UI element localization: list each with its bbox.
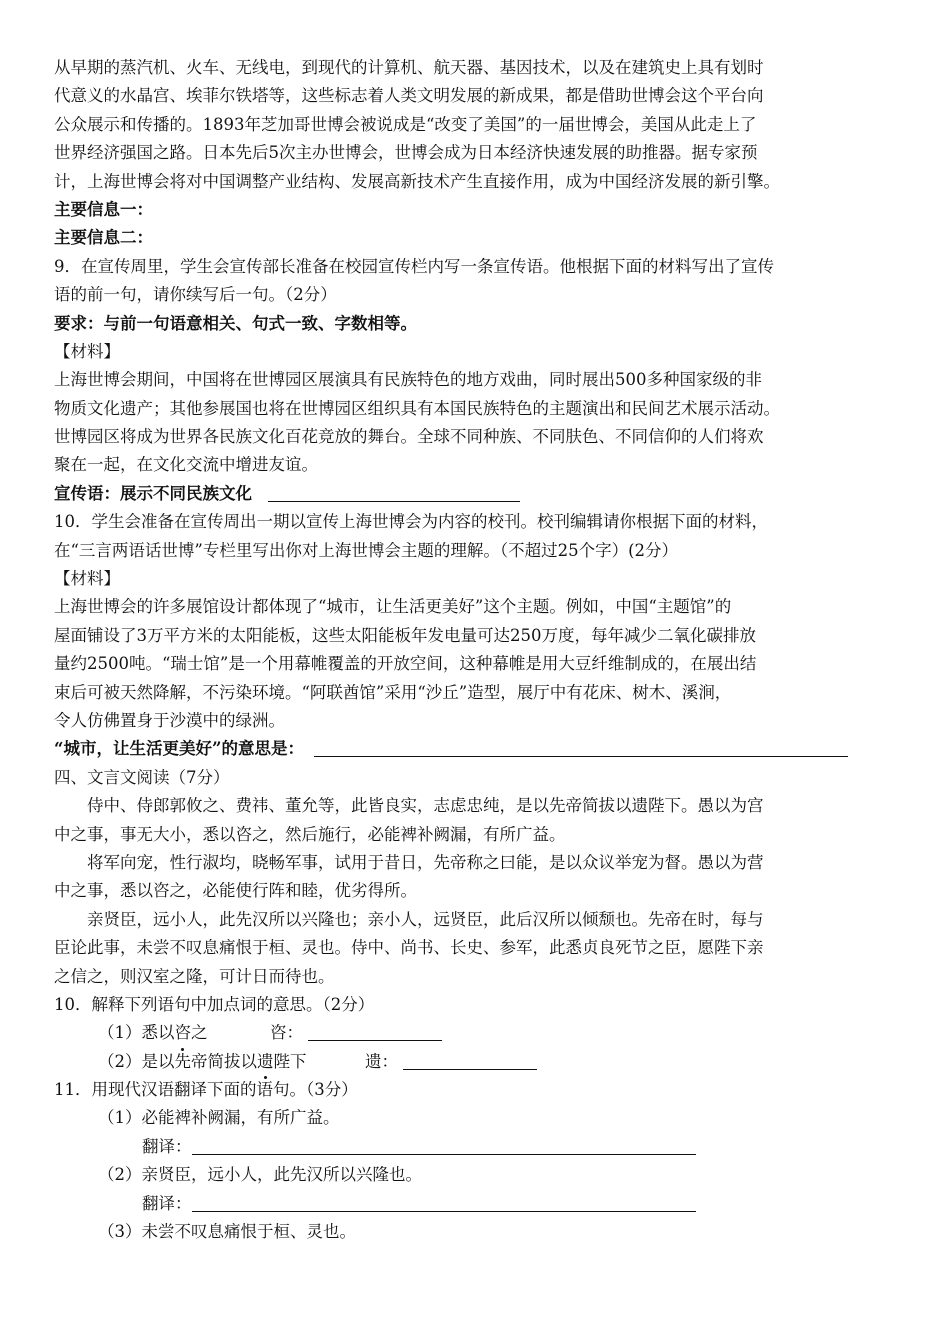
word-label: 咨： [270, 1023, 303, 1043]
theme-answer-blank[interactable] [314, 738, 848, 757]
classical-text-line: 亲贤臣，远小人，此先汉所以兴隆也；亲小人，远贤臣，此后汉所以倾颓也。先帝在时，每与 [87, 909, 764, 929]
material-line: 世博园区将成为世界各民族文化百花竞放的舞台。全球不同种族、不同肤色、不同信仰的人们将欢 [54, 427, 764, 447]
material-line: 聚在一起，在文化交流中增进友谊。 [54, 455, 318, 475]
translate-row-2 [54, 1190, 896, 1218]
item-text: （2）是以先帝简拔以 [98, 1051, 257, 1071]
translate-label: 翻译： [142, 1193, 192, 1213]
question-9 [54, 253, 896, 509]
translate-label: 翻译： [142, 1136, 192, 1156]
question-text: 10．解释下列语句中加点词的意思。（2分） [54, 994, 375, 1014]
classical-text-line: 之信之，则汉室之隆，可计日而待也。 [54, 966, 335, 986]
passage-line: 从早期的蒸汽机、火车、无线电，到现代的计算机、航天器、基因技术，以及在建筑史上具有划时 [54, 58, 764, 77]
dotted-word: 咨 [175, 1019, 192, 1047]
material-line: 上海世博会的许多展馆设计都体现了“城市，让生活更美好”这个主题。例如，中国“主题馆”的 [54, 597, 732, 617]
question-text: 语的前一句，请你续写后一句。（2分） [54, 285, 337, 305]
slogan-answer-blank[interactable] [268, 483, 520, 502]
word-label: 遗： [365, 1051, 398, 1071]
explain-item-2 [54, 1048, 896, 1076]
classical-text-line: 中之事，悉以咨之，必能使行阵和睦，优劣得所。 [54, 881, 417, 901]
passage-line: 公众展示和传播的。1893年芝加哥世博会被说成是“改变了美国”的一届世博会，美国从此走上了 [54, 114, 757, 134]
dotted-word: 遗 [257, 1048, 274, 1076]
info-two-label: 主要信息二： [54, 228, 153, 248]
slogan-row [54, 480, 896, 508]
explain-answer-blank-2[interactable] [403, 1051, 537, 1070]
material-line: 量约2500吨。“瑞士馆”是一个用幕帷覆盖的开放空间，这种幕帷是用大豆纤维制成的，在展出结 [54, 654, 757, 674]
material-label: 【材料】 [54, 569, 120, 589]
passage-line: 计，上海世博会将对中国调整产业结构、发展高新技术产生直接作用，成为中国经济发展的新引擎。 [54, 171, 780, 191]
question-text: 在“三言两语话世博”专栏里写出你对上海世博会主题的理解。（不超过25个字）(2分） [54, 540, 679, 560]
translate-answer-blank-2[interactable] [192, 1193, 696, 1212]
question-10-theme [54, 508, 896, 764]
section-title: 四、文言文阅读（7分） [54, 767, 230, 787]
item-text: （1）悉以 [98, 1023, 175, 1043]
material-label: 【材料】 [54, 341, 120, 361]
question-11 [54, 1076, 896, 1246]
translate-item-2: （2）亲贤臣，远小人，此先汉所以兴隆也。 [98, 1165, 422, 1185]
slogan-label: 宣传语：展示不同民族文化 [54, 483, 252, 503]
translate-answer-blank-1[interactable] [192, 1136, 696, 1155]
passage-line: 代意义的水晶宫、埃菲尔铁塔等，这些标志着人类文明发展的新成果，都是借助世博会这个平台向 [54, 86, 764, 106]
material-line: 物质文化遗产；其他参展国也将在世博园区组织具有本国民族特色的主题演出和民间艺术展示活动。 [54, 398, 780, 418]
theme-answer-prompt: “城市，让生活更美好”的意思是： [54, 739, 304, 759]
classical-text-line: 侍中、侍郎郭攸之、费祎、董允等，此皆良实，志虑忠纯，是以先帝简拔以遗陛下。愚以为宫 [87, 796, 764, 816]
material-line: 束后可被天然降解，不污染环境。“阿联酋馆”采用“沙丘”造型，展厅中有花床、树木、溪涧， [54, 682, 732, 702]
translate-row-1 [54, 1133, 896, 1161]
material-line: 上海世博会期间，中国将在世博园区展演具有民族特色的地方戏曲，同时展出500多种国家级的非 [54, 370, 762, 390]
theme-answer-row [54, 735, 896, 763]
classical-text-line: 将军向宠，性行淑均，晓畅军事，试用于昔日，先帝称之曰能，是以众议举宠为督。愚以为营 [87, 852, 764, 872]
question-text: 9．在宣传周里，学生会宣传部长准备在校园宣传栏内写一条宣传语。他根据下面的材料写出了宣传 [54, 256, 774, 276]
translate-item-1: （1）必能裨补阙漏，有所广益。 [98, 1108, 340, 1128]
passage-top [54, 54, 896, 196]
question-text: 10．学生会准备在宣传周出一期以宣传上海世博会为内容的校刊。校刊编辑请你根据下面的材料， [54, 512, 768, 532]
item-text: 陛下 [273, 1051, 307, 1071]
translate-item-3: （3）未尝不叹息痛恨于桓、灵也。 [98, 1222, 356, 1242]
classical-text-line: 中之事，事无大小，悉以咨之，然后施行，必能裨补阙漏，有所广益。 [54, 824, 566, 844]
question-10-explain [54, 991, 896, 1076]
classical-text-line: 臣论此事，未尝不叹息痛恨于桓、灵也。侍中、尚书、长史、参军，此悉贞良死节之臣，愿陛下亲 [54, 938, 764, 958]
section-classical-reading [54, 764, 896, 991]
explain-item-1 [54, 1019, 896, 1047]
info-one-label: 主要信息一： [54, 199, 153, 219]
explain-answer-blank-1[interactable] [308, 1022, 442, 1041]
requirement-text: 要求：与前一句语意相关、句式一致、字数相等。 [54, 313, 417, 333]
question-text: 11．用现代汉语翻译下面的语句。（3分） [54, 1080, 358, 1100]
material-line: 令人仿佛置身于沙漠中的绿洲。 [54, 710, 285, 730]
exam-page [54, 54, 896, 1246]
material-line: 屋面铺设了3万平方米的太阳能板，这些太阳能板年发电量可达250万度，每年减少二氧化碳排放 [54, 625, 756, 645]
passage-line: 世界经济强国之路。日本先后5次主办世博会，世博会成为日本经济快速发展的助推器。据专家预 [54, 143, 758, 163]
item-text: 之 [191, 1023, 208, 1043]
